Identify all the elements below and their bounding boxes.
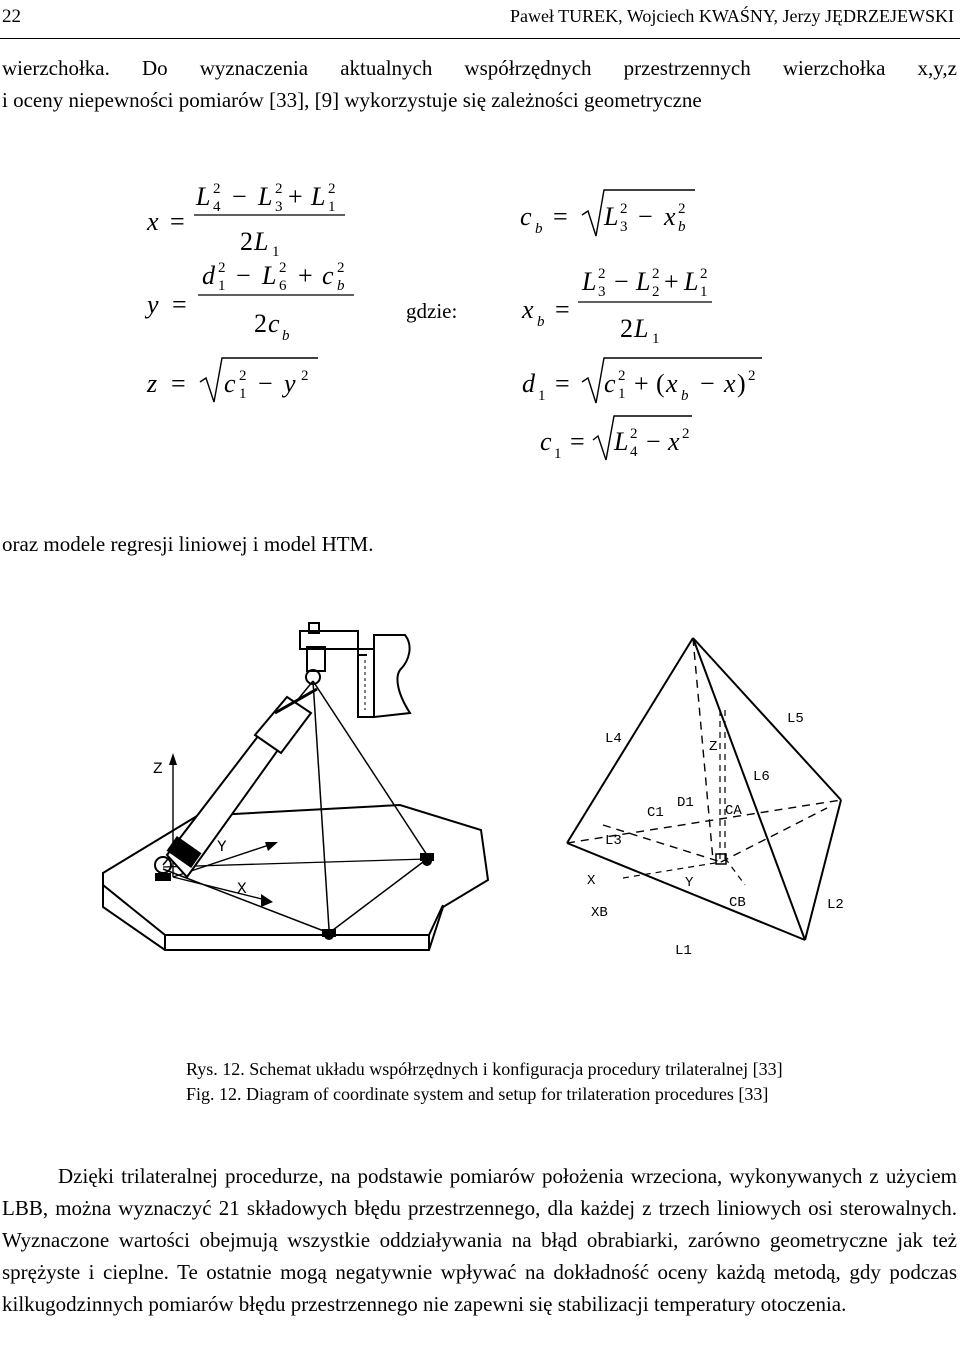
label-CA: CA: [725, 803, 742, 819]
svg-text:=: =: [170, 207, 185, 236]
svg-text:b: b: [337, 278, 345, 294]
svg-text:2: 2: [337, 260, 345, 276]
svg-text:c: c: [520, 202, 532, 231]
label-X-right: X: [587, 873, 596, 889]
svg-text:2: 2: [598, 266, 606, 282]
svg-text:2: 2: [700, 266, 708, 282]
svg-text:L: L: [582, 267, 597, 296]
mid-text: oraz modele regresji liniowej i model HTM.: [2, 532, 374, 556]
svg-text:=: =: [555, 295, 570, 324]
svg-text:x: x: [522, 295, 534, 324]
svg-text:x: x: [666, 369, 678, 398]
label-z-left: Z: [153, 760, 163, 778]
svg-text:1: 1: [554, 446, 562, 462]
svg-text:1: 1: [618, 386, 626, 402]
svg-text:2: 2: [213, 181, 221, 197]
svg-text:+: +: [298, 261, 313, 290]
svg-text:2: 2: [618, 368, 626, 384]
label-Z-right: Z: [709, 739, 718, 755]
svg-text:b: b: [282, 328, 290, 344]
equation-x: [146, 181, 345, 260]
equation-cb: [520, 190, 695, 237]
svg-text:d: d: [202, 261, 215, 290]
svg-text:2: 2: [239, 368, 247, 384]
svg-text:c: c: [268, 309, 280, 338]
label-L6: L6: [753, 769, 770, 785]
svg-text:2: 2: [620, 314, 633, 343]
svg-text:L: L: [604, 202, 619, 231]
label-x-left: X: [237, 880, 247, 898]
svg-text:3: 3: [620, 219, 628, 235]
header-rule: [0, 38, 960, 39]
svg-text:): ): [737, 369, 746, 398]
svg-text:2: 2: [328, 181, 336, 197]
svg-text:c: c: [322, 261, 334, 290]
svg-text:=: =: [555, 369, 570, 398]
svg-text:2: 2: [652, 284, 660, 300]
svg-text:b: b: [678, 219, 686, 235]
figure-left-machine: [95, 615, 505, 960]
svg-text:3: 3: [275, 199, 283, 215]
svg-text:d: d: [522, 369, 535, 398]
svg-text:L: L: [634, 314, 649, 343]
svg-text:−: −: [614, 267, 629, 296]
svg-text:+: +: [634, 369, 649, 398]
svg-text:L: L: [196, 182, 211, 211]
svg-text:2: 2: [254, 309, 267, 338]
label-L3: L3: [605, 833, 622, 849]
label-y-left: Y: [217, 838, 227, 856]
equations: [0, 160, 960, 480]
intro-line-2: i oceny niepewności pomiarów [33], [9] wykorzystuje się zależności geometryczne: [2, 88, 702, 112]
label-XB: XB: [591, 905, 608, 921]
svg-text:6: 6: [279, 278, 287, 294]
svg-text:=: =: [570, 427, 585, 456]
svg-text:y: y: [147, 290, 159, 319]
label-L4: L4: [605, 731, 622, 747]
svg-text:1: 1: [218, 278, 226, 294]
svg-text:1: 1: [328, 199, 336, 215]
equation-y: [144, 260, 354, 344]
gdzie-label: gdzie:: [406, 299, 458, 323]
svg-text:x: x: [668, 427, 680, 456]
svg-text:2: 2: [682, 426, 690, 442]
intro-line-1: wierzchołka. Do wyznaczenia aktualnych współrzędnych przestrzennych wierzchołka x,y,z: [2, 56, 957, 80]
svg-text:x: x: [664, 202, 676, 231]
svg-text:b: b: [681, 388, 689, 404]
label-C1: C1: [647, 805, 664, 821]
svg-text:x: x: [724, 369, 736, 398]
svg-text:2: 2: [218, 260, 226, 276]
svg-text:4: 4: [213, 199, 221, 215]
svg-text:1: 1: [700, 284, 708, 300]
svg-text:2: 2: [678, 201, 686, 217]
svg-text:=: =: [553, 202, 568, 231]
svg-text:−: −: [638, 202, 653, 231]
svg-text:L: L: [684, 267, 699, 296]
svg-text:−: −: [232, 182, 247, 211]
svg-text:2: 2: [630, 426, 638, 442]
svg-text:2: 2: [240, 227, 253, 256]
equation-xb: [521, 266, 712, 347]
svg-text:=: =: [172, 290, 187, 319]
svg-text:−: −: [700, 369, 715, 398]
figure-right-pyramid: [525, 630, 870, 970]
svg-text:−: −: [236, 261, 251, 290]
svg-text:−: −: [258, 369, 273, 398]
body-paragraph: Dzięki trilateralnej procedurze, na podstawie pomiarów położenia wrzeciona, wykonywanych z użyciem LBB, można wyznaczyć 21 składowych błędu przestrzennego, dla każdej z trzech liniowych osi sterowalnych. Wyznaczone wartości obejmują wszystkie oddziaływania na błąd obrabiarki, zarówno geometryczne jak też sprężyste i cieplne. Te ostatnie mogą negatywnie wpływać na dokładność oceny każdą metodą, gdy podczas kilkugodzinnych pomiarów błędu przestrzennego nie zapewni się stabilizacji temperatury otoczenia.: [2, 1164, 957, 1316]
label-L1: L1: [675, 943, 692, 959]
svg-text:L: L: [258, 182, 273, 211]
equation-c1: [540, 416, 692, 462]
svg-text:2: 2: [620, 201, 628, 217]
running-header-authors: Paweł TUREK, Wojciech KWAŚNY, Jerzy JĘDRZEJEWSKI: [510, 6, 954, 26]
svg-text:L: L: [311, 182, 326, 211]
page-number: 22: [2, 6, 21, 27]
label-D1: D1: [677, 795, 694, 811]
svg-text:2: 2: [279, 260, 287, 276]
svg-text:b: b: [535, 221, 543, 237]
svg-text:x: x: [147, 207, 159, 236]
svg-text:+: +: [288, 182, 303, 211]
equation-d1: [522, 358, 762, 404]
svg-text:z: z: [147, 369, 158, 398]
svg-text:−: −: [646, 427, 661, 456]
svg-text:y: y: [284, 369, 296, 398]
svg-text:3: 3: [598, 284, 606, 300]
svg-text:4: 4: [630, 444, 638, 460]
svg-text:2: 2: [301, 368, 309, 384]
caption-en: Fig. 12. Diagram of coordinate system and setup for trilateration procedures [33]: [186, 1084, 769, 1104]
svg-text:2: 2: [748, 368, 756, 384]
svg-text:=: =: [171, 369, 186, 398]
svg-text:1: 1: [538, 388, 546, 404]
svg-text:c: c: [604, 369, 616, 398]
svg-text:L: L: [254, 227, 269, 256]
svg-text:L: L: [262, 261, 277, 290]
svg-text:1: 1: [239, 386, 247, 402]
svg-text:(: (: [656, 369, 665, 398]
label-Y-right: Y: [685, 875, 694, 891]
equation-z: [146, 358, 318, 402]
label-L2: L2: [827, 897, 844, 913]
caption-pl: Rys. 12. Schemat układu współrzędnych i konfiguracja procedury trilateralnej [33]: [186, 1059, 783, 1079]
label-L5: L5: [787, 711, 804, 727]
svg-text:+: +: [664, 267, 679, 296]
svg-text:2: 2: [275, 181, 283, 197]
svg-text:L: L: [636, 267, 651, 296]
svg-text:L: L: [614, 427, 629, 456]
svg-text:b: b: [537, 314, 545, 330]
svg-text:2: 2: [652, 266, 660, 282]
svg-text:c: c: [540, 427, 552, 456]
svg-text:c: c: [224, 369, 236, 398]
label-CB: CB: [729, 895, 746, 911]
svg-text:1: 1: [652, 331, 660, 347]
svg-text:1: 1: [272, 244, 280, 260]
